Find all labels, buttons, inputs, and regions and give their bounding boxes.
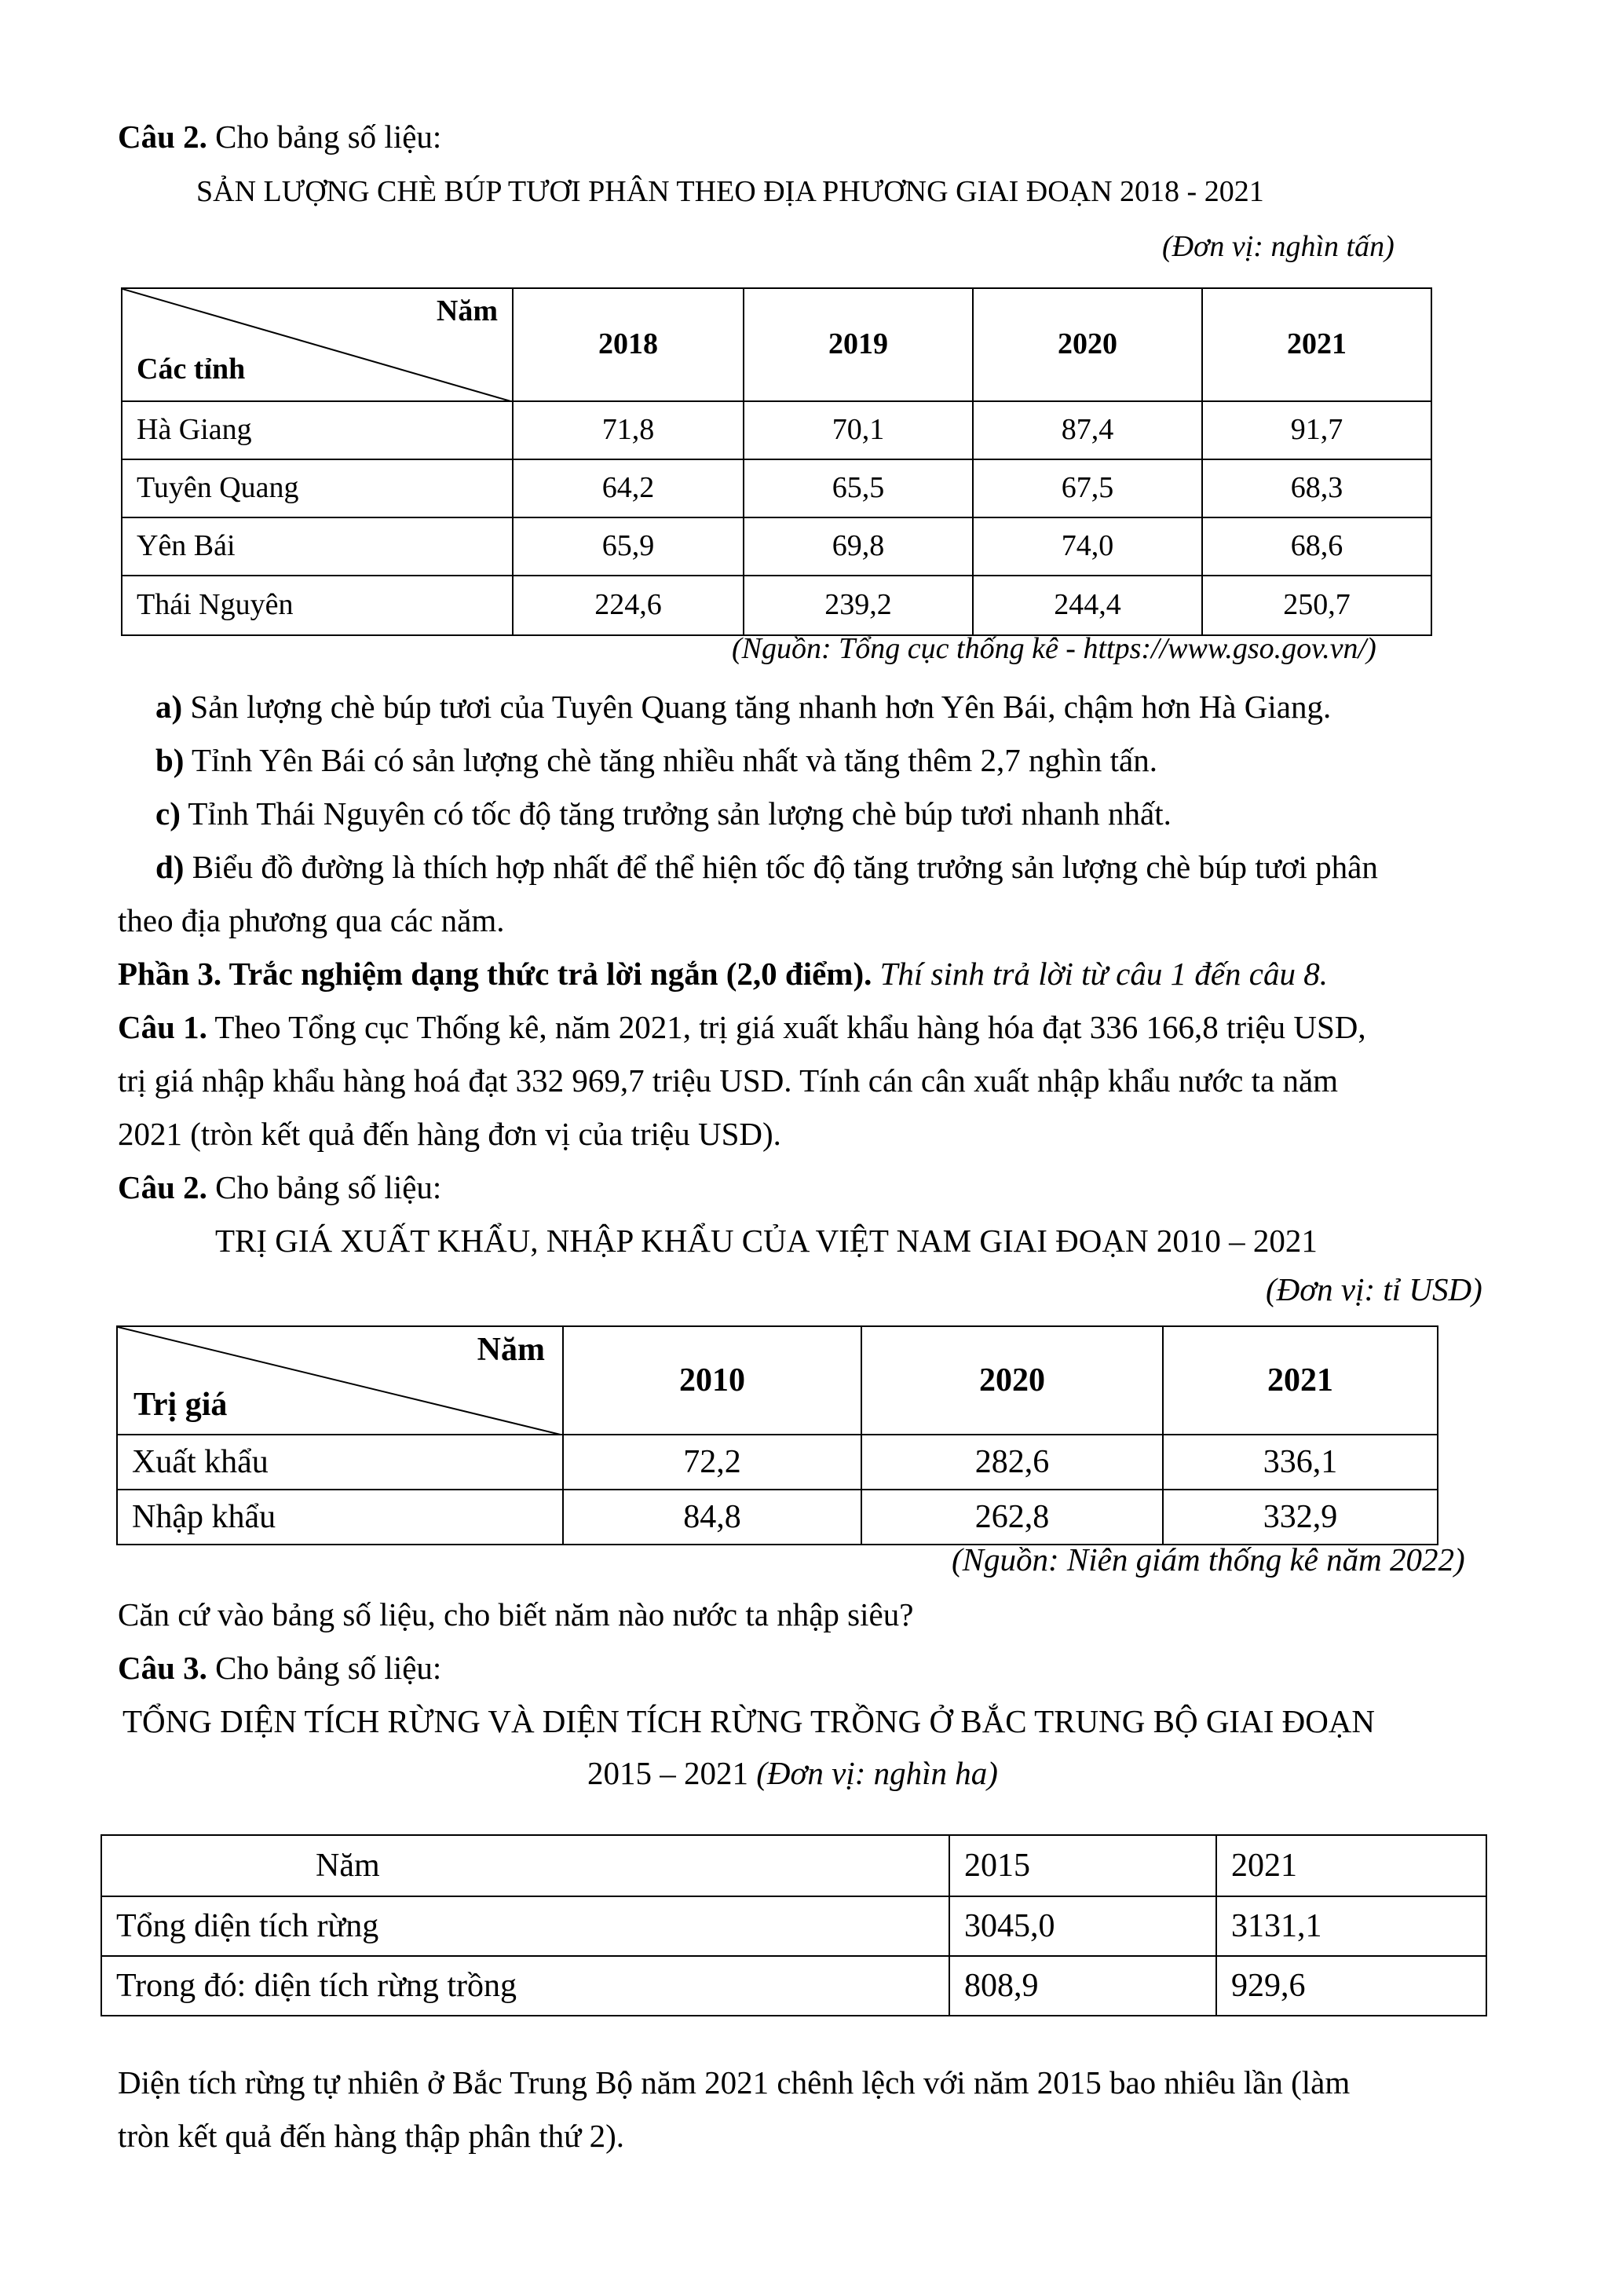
header-year: 2015 [949, 1835, 1216, 1896]
q3-question-line1: Diện tích rừng tự nhiên ở Bắc Trung Bộ năm 2021 chênh lệch với năm 2015 bao nhiêu lần (làm [118, 2064, 1351, 2100]
table-cell: 67,5 [973, 459, 1202, 517]
table-cell: 332,9 [1163, 1490, 1438, 1545]
header-year-label: Năm [436, 294, 498, 327]
q1-line2: trị giá nhập khẩu hàng hoá đạt 332 969,7 triệu USD. Tính cán cân xuất nhập khẩu nước ta năm [118, 1062, 1339, 1099]
table-cell: 808,9 [949, 1956, 1216, 2016]
table-row [122, 401, 1431, 459]
header-year: 2020 [861, 1326, 1163, 1435]
row-label: Thái Nguyên [122, 576, 513, 635]
row-label: Tổng diện tích rừng [101, 1896, 949, 1956]
table-cell: 262,8 [861, 1490, 1163, 1545]
header-value-label: Trị giá [133, 1386, 228, 1423]
q2-unit: (Đơn vị: tỉ USD) [1266, 1271, 1482, 1307]
q1-text: Theo Tổng cục Thống kê, năm 2021, trị giá xuất khẩu hàng hóa đạt 336 166,8 triệu USD, [207, 1009, 1366, 1045]
statement-text: Tỉnh Yên Bái có sản lượng chè tăng nhiều nhất và tăng thêm 2,7 nghìn tấn. [184, 742, 1157, 778]
statement-text: Sản lượng chè búp tươi của Tuyên Quang tăng nhanh hơn Yên Bái, chậm hơn Hà Giang. [182, 689, 1332, 725]
row-label: Hà Giang [122, 401, 513, 459]
q2-source: (Nguồn: Niên giám thống kê năm 2022) [952, 1541, 1465, 1578]
table-row [101, 1896, 1486, 1956]
table-row [122, 459, 1431, 517]
header-year: 2010 [563, 1326, 861, 1435]
table-cell: 87,4 [973, 401, 1202, 459]
q2-prev-table-title: SẢN LƯỢNG CHÈ BÚP TƯƠI PHÂN THEO ĐỊA PHƯƠNG GIAI ĐOẠN 2018 - 2021 [196, 175, 1264, 208]
q2-prev-heading [118, 118, 441, 156]
header-cell: Năm [101, 1835, 949, 1896]
header-year: 2019 [744, 288, 973, 401]
q2-intro: Cho bảng số liệu: [207, 1169, 442, 1205]
q2-prev-label: Câu 2. [118, 119, 207, 155]
trade-value-table [116, 1325, 1438, 1545]
forest-area-table [101, 1834, 1487, 2016]
table-cell: 336,1 [1163, 1435, 1438, 1490]
q2-heading [118, 1168, 441, 1207]
part3-title: Phần 3. Trắc nghiệm dạng thức trả lời ngắn (2,0 điểm). [118, 956, 872, 992]
table-cell: 3045,0 [949, 1896, 1216, 1956]
table-cell: 929,6 [1216, 1956, 1486, 2016]
q2-prev-unit: (Đơn vị: nghìn tấn) [1162, 230, 1395, 263]
header-year: 2020 [973, 288, 1202, 401]
table-cell: 71,8 [513, 401, 744, 459]
table-cell: 65,9 [513, 517, 744, 576]
table-cell: 68,6 [1202, 517, 1431, 576]
table-cell: 65,5 [744, 459, 973, 517]
q3-title-line1: TỔNG DIỆN TÍCH RỪNG VÀ DIỆN TÍCH RỪNG TRỒNG Ở BẮC TRUNG BỘ GIAI ĐOẠN [122, 1703, 1376, 1739]
row-label: Yên Bái [122, 517, 513, 576]
table-header-row [117, 1326, 1438, 1435]
table-header-row [101, 1835, 1486, 1896]
q3-title-years: 2015 – 2021 [587, 1755, 757, 1791]
table-row [117, 1490, 1438, 1545]
table-cell: 3131,1 [1216, 1896, 1486, 1956]
statement-b [155, 741, 1157, 780]
header-year: 2021 [1202, 288, 1431, 401]
header-year: 2021 [1216, 1835, 1486, 1896]
statement-key: a) [155, 689, 183, 725]
table-cell: 64,2 [513, 459, 744, 517]
statement-text: Biểu đồ đường là thích hợp nhất để thể hiện tốc độ tăng trưởng sản lượng chè búp tươi phân [184, 849, 1378, 885]
table-cell: 84,8 [563, 1490, 861, 1545]
q3-unit: (Đơn vị: nghìn ha) [756, 1755, 998, 1791]
table-row [101, 1956, 1486, 2016]
statement-key: b) [155, 742, 185, 778]
q3-title-line2 [587, 1754, 998, 1793]
table-header-row [122, 288, 1431, 401]
table-cell: 244,4 [973, 576, 1202, 635]
q1-line3: 2021 (tròn kết quả đến hàng đơn vị của triệu USD). [118, 1116, 781, 1152]
row-label: Nhập khẩu [117, 1490, 563, 1545]
table-row [122, 576, 1431, 635]
q3-label: Câu 3. [118, 1650, 207, 1686]
q3-heading [118, 1649, 441, 1687]
q2-label: Câu 2. [118, 1169, 207, 1205]
table-row [122, 517, 1431, 576]
statement-d [155, 848, 1378, 887]
table-cell: 250,7 [1202, 576, 1431, 635]
row-label: Trong đó: diện tích rừng trồng [101, 1956, 949, 2016]
q1-line1 [118, 1008, 1366, 1047]
diagonal-header-cell [117, 1326, 563, 1435]
header-year: 2018 [513, 288, 744, 401]
q2-prev-intro: Cho bảng số liệu: [207, 119, 442, 155]
table-cell: 70,1 [744, 401, 973, 459]
table-cell: 74,0 [973, 517, 1202, 576]
q1-label: Câu 1. [118, 1009, 207, 1045]
table-cell: 239,2 [744, 576, 973, 635]
q2-table-title: TRỊ GIÁ XUẤT KHẨU, NHẬP KHẨU CỦA VIỆT NAM GIAI ĐOẠN 2010 – 2021 [215, 1223, 1318, 1259]
table-cell: 91,7 [1202, 401, 1431, 459]
table-cell: 69,8 [744, 517, 973, 576]
part3-heading [118, 955, 1328, 993]
statement-a [155, 688, 1331, 726]
diagonal-header-cell [122, 288, 513, 401]
q2-prev-source: (Nguồn: Tổng cục thống kê - https://www.gso.gov.vn/) [732, 632, 1376, 665]
header-province-label: Các tỉnh [137, 353, 246, 386]
statement-d-continued: theo địa phương qua các năm. [118, 902, 505, 938]
header-year: 2021 [1163, 1326, 1438, 1435]
table-cell: 72,2 [563, 1435, 861, 1490]
statement-text: Tỉnh Thái Nguyên có tốc độ tăng trưởng sản lượng chè búp tươi nhanh nhất. [180, 795, 1172, 832]
table-cell: 224,6 [513, 576, 744, 635]
tea-production-table [121, 287, 1432, 636]
part3-instruction: Thí sinh trả lời từ câu 1 đến câu 8. [872, 956, 1329, 992]
header-year-label: Năm [477, 1332, 545, 1368]
table-cell: 68,3 [1202, 459, 1431, 517]
q2-question: Căn cứ vào bảng số liệu, cho biết năm nào nước ta nhập siêu? [118, 1596, 914, 1632]
statement-c [155, 795, 1172, 833]
row-label: Tuyên Quang [122, 459, 513, 517]
q3-question-line2: tròn kết quả đến hàng thập phân thứ 2). [118, 2118, 625, 2154]
statement-key: d) [155, 849, 185, 885]
statement-key: c) [155, 795, 181, 832]
table-row [117, 1435, 1438, 1490]
q3-intro: Cho bảng số liệu: [207, 1650, 442, 1686]
table-cell: 282,6 [861, 1435, 1163, 1490]
row-label: Xuất khẩu [117, 1435, 563, 1490]
